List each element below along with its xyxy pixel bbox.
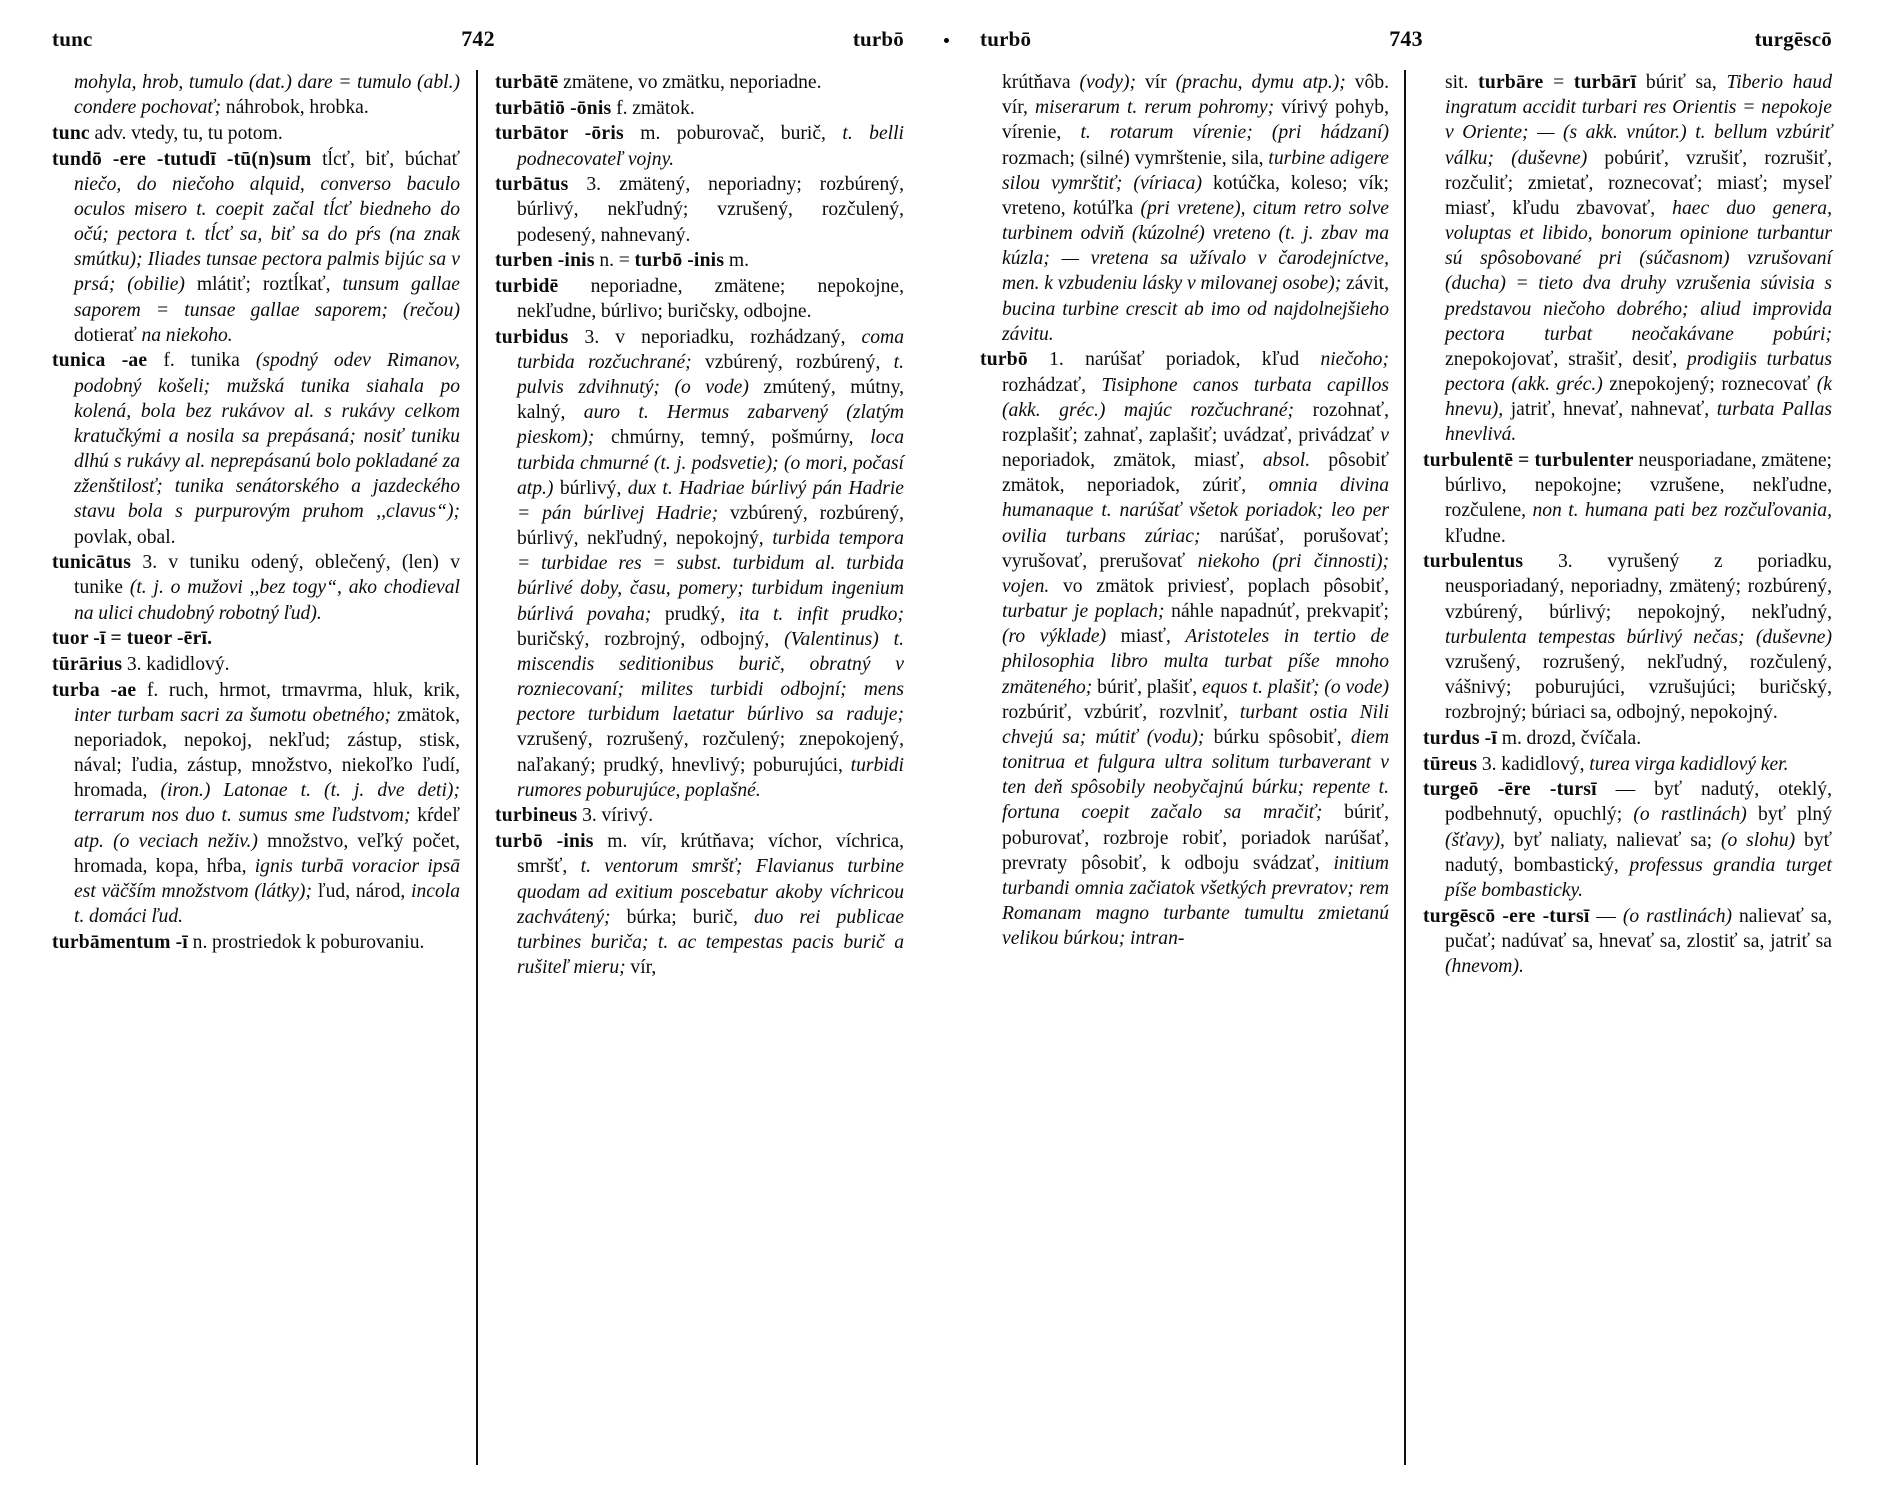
right-page-columns — [980, 70, 1832, 1465]
left-col2-entry — [495, 70, 904, 95]
entry-body: neporiadne, zmätene; nepokojne, nekľudne, búrlivo; buričsky, odbojne. — [517, 275, 904, 323]
headword: tunc — [52, 122, 90, 144]
left-col1-entry — [52, 147, 460, 348]
left-col2-entry — [495, 121, 904, 171]
headword: turbō — [980, 349, 1028, 371]
headword: turbineus — [495, 805, 578, 827]
entry-body: n. prostriedok k poburovaniu. — [187, 931, 425, 953]
left-running-head — [52, 26, 904, 52]
right-col2-entry — [1423, 70, 1832, 448]
entry-body: adv. vtedy, tu, tu potom. — [89, 122, 283, 144]
headword: turba -ae — [52, 679, 137, 701]
entry-body: f. zmätok. — [611, 97, 695, 119]
headword: turdus -ī — [1423, 727, 1498, 749]
left-col1-entry — [52, 626, 460, 651]
entry-body: 3. kadidlový. — [122, 653, 230, 675]
left-col2-entry — [495, 248, 904, 273]
right-column-2 — [1406, 70, 1832, 1465]
right-col1-entry — [980, 70, 1389, 347]
entry-body: sit. turbāre = turbārī búriť sa, Tiberio haud ingratum accidit turbari res Orientis = nepokoje v Oriente; — (s akk. vnútor.) t. bellum vzbúriť válku; (duševne) pobúriť, vzrušiť, rozrušiť, rozčuliť; zmietať, roznecovať; miasť; myseľ miasť, kľudu zbavovať, haec duo genera, voluptas et libido, bonorum opinione turbantur sú spôsobované pri (súčasnom) vzrušovaní (ducha) = tieto dva druhy vzrušenia súvisia s predstavou niečoho dobrého; aliud improvida pectora turbat neočakávane pobúri; znepokojovať, strašiť, desiť, prodigiis turbatus pectora (akk. gréc.) znepokojený; roznecovať (k hnevu), jatriť, hnevať, nahnevať, turbata Pallas hnevlivá. — [1445, 72, 1833, 446]
entry-body: 3. zmätený, neporiadny; rozbúrený, búrlivý, nekľudný; vzrušený, rozčulený, podesený, nahnevaný. — [517, 174, 904, 246]
left-col2-entry — [495, 274, 904, 324]
left-col1-entry — [52, 930, 460, 955]
left-col1-entry — [52, 652, 460, 677]
right-col2-entry — [1423, 726, 1832, 751]
right-page — [944, 0, 1888, 1500]
headword: turbātiō -ōnis — [495, 97, 612, 119]
entry-body: 3. vírivý. — [577, 805, 654, 827]
headword: turbātor -ōris — [495, 123, 624, 145]
headword: turbulentē = turbulenter — [1423, 450, 1634, 472]
entry-body: 1. narúšať poriadok, kľud niečoho; rozhádzať, Tisiphone canos turbata capillos (akk. gréc.) majúc rozčuchrané; rozohnať, rozplašiť; zahnať, zaplašiť; uvádzať, privádzať v neporiadok, zmätok, miasť, absol. pôsobiť zmätok, neporiadok, zúriť, omnia divina humanaque t. narúšať všetok poriadok; leo per ovilia turbans zúriac; narúšať, porušovať; vyrušovať, prerušovať niekoho (pri činnosti); vojen. vo zmätok priviesť, poplach pôsobiť, turbatur je poplach; náhle napadnúť, prekvapiť; (ro výklade) miasť, Aristoteles in tertio de philosophia libro multa turbat píše mnoho zmäteného; búriť, plašiť, equos t. plašiť; (o vode) rozbúriť, vzbúriť, rozvlniť, turbant ostia Nili chvejú sa; mútiť (vodu); búrku spôsobiť, diem tonitrua et fulgura ultra solitum turbaverant v ten deň spôsobily neobyčajnú búrku; repente t. fortuna coepit začalo sa mračiť; búriť, poburovať, rozbroje robiť, poriadok narúšať, prevraty pôsobiť, k odboju svádzať, initium turbandi omnia začiatok všetkých prevratov; rem Romanam magno turbante tumultu zmietanú velikou búrkou; intran- — [1002, 349, 1390, 950]
left-col1-entry — [52, 121, 460, 146]
right-col2-entry — [1423, 904, 1832, 980]
entry-body: zmätene, vo zmätku, neporiadne. — [558, 72, 822, 93]
headword: tunicātus — [52, 552, 132, 574]
headword: turbāmentum -ī — [52, 931, 188, 953]
right-header-word-right: turgēscō — [1754, 27, 1832, 51]
entry-body: m. vír, krútňava; víchor, víchrica, smršť, t. ventorum smršť; Flavianus turbine quodam ad exitium poscebatur akoby víchricou zachvátený; búrka; burič, duo rei publicae turbines buriča; t. ac tempestas pacis burič a rušiteľ mieru; vír, — [517, 831, 905, 979]
headword: turben -inis — [495, 250, 595, 272]
entry-body: mohyla, hrob, tumulo (dat.) dare = tumulo (abl.) condere pochovať; náhrobok, hrobka. — [74, 72, 460, 119]
right-col2-entry — [1423, 752, 1832, 777]
left-col1-entry — [52, 678, 460, 930]
left-header-word: tunc — [52, 27, 93, 51]
headword: turgēscō -ere -tursī — [1423, 905, 1590, 927]
headword: tundō -ere -tutudī -tū(n)sum — [52, 148, 312, 170]
entry-body: — (o rastlinách) nalievať sa, pučať; nadúvať sa, hnevať sa, zlostiť sa, jatriť sa (hnevom). — [1445, 905, 1832, 978]
headword: turbulentus — [1423, 551, 1524, 573]
right-header-word: turbō — [980, 27, 1032, 51]
right-column-1 — [980, 70, 1406, 1465]
headword: tunica -ae — [52, 350, 148, 372]
right-col2-entry — [1423, 448, 1832, 549]
entry-body: 3. v neporiadku, rozhádzaný, coma turbida rozčuchrané; vzbúrený, rozbúrený, t. pulvis zdvihnutý; (o vode) zmútený, mútny, kalný, auro t. Hermus zabarvený (zlatým pieskom); chmúrny, temný, pošmúrny, loca turbida chmurné (t. j. podsvetie); (o mori, počasí atp.) búrlivý, dux t. Hadriae búrlivý pán Hadrie = pán búrlivej Hadrie; vzbúrený, rozbúrený, búrlivý, nekľudný, nepokojný, turbida tempora = turbidae res = subst. turbidum al. turbida búrlivé doby, času, pomery; turbidum ingenium búrlivá povaha; prudký, ita t. infit prudko; buričský, rozbrojný, odbojný, (Valentinus) t. miscendis seditionibus burič, obratný v rozniecovaní; milites turbidi odbojní; mens pectore turbidum laetatur búrlivo sa raduje; vzrušený, rozrušený, rozčulený; znepokojený, naľakaný; prudký, hnevlivý; poburujúci, turbidi rumores poburujúce, poplašné. — [517, 326, 905, 801]
headword: turbidē — [495, 275, 559, 297]
entry-body: f. ruch, hrmot, trmavrma, hluk, krik, inter turbam sacri za šumotu obetného; zmätok, neporiadok, nepokoj, nekľud; zástup, stisk, nával; ľudia, zástup, množstvo, niekoľko ľudí, hromada, (iron.) Latonae t. (t. j. dve deti); terrarum nos duo t. sumus sme ľudstvom; kŕdeľ atp. (o veciach neživ.) množstvo, veľký počet, hromada, kopa, hŕba, ignis turbā voracior ipsā est väčším množstvom (látky); ľud, národ, incola t. domáci ľud. — [74, 679, 461, 928]
left-col2-entry — [495, 96, 904, 121]
right-col2-entry — [1423, 549, 1832, 725]
headword: tūrārius — [52, 653, 123, 675]
entry-body: 3. vyrušený z poriadku, neusporiadaný, neporiadny, zmätený; rozbúrený, vzbúrený, búrlivý; nepokojný, nekľudný, turbulenta tempestas búrlivý nečas; (duševne) vzrušený, rozrušený, nekľudný, rozčulený, vášnivý; poburujúci, vzrušujúci; buričský, rozbrojný; búriaci sa, odbojný, nepokojný. — [1445, 551, 1832, 724]
entry-body: 3. kadidlový, turea virga kadidlový ker. — [1477, 753, 1789, 775]
right-running-head — [980, 26, 1832, 52]
right-col1-entry — [980, 347, 1389, 951]
entry-body: n. = turbō -inis m. — [594, 250, 749, 272]
headword: turbātē — [495, 72, 559, 93]
right-page-number: 743 — [1389, 26, 1423, 51]
left-col2-entry — [495, 325, 904, 803]
left-col2-entry — [495, 803, 904, 828]
entry-body: tĺcť, biť, búchať niečo, do niečoho alquid, converso baculo oculos misero t. coepit začal tĺcť biedneho do očú; pectora t. tĺcť sa, biť sa do pŕs (na znak smútku); Iliades tunsae pectora palmis bijúc sa v prsá; (obilie) mlátiť; roztĺkať, tunsum gallae saporem = tunsae gallae saporem; (rečou) dotierať na niekoho. — [74, 148, 460, 346]
entry-body: m. poburovač, burič, t. belli podnecovateľ vojny. — [517, 123, 904, 170]
left-col1-entry — [52, 550, 460, 626]
entry-body: — byť nadutý, oteklý, podbehnutý, opuchlý; (o rastlinách) byť plný (šťavy), byť naliaty, nalievať sa; (o slohu) byť nadutý, bombastický, professus grandia turget píše bombasticky. — [1445, 779, 1833, 901]
left-col1-entry — [52, 70, 460, 120]
left-page-columns — [52, 70, 904, 1465]
left-column-1 — [52, 70, 478, 1465]
entry-body: 3. v tuniku odený, oblečený, (len) v tunike (t. j. o mužovi ,,bez togy“, ako chodieval na ulici chudobný robotný ľud). — [74, 552, 460, 624]
entry-body: m. drozd, čvíčala. — [1497, 727, 1642, 749]
left-col1-entry — [52, 348, 460, 549]
left-page-number: 742 — [461, 26, 495, 51]
left-col2-entry — [495, 172, 904, 248]
entry-body: krútňava (vody); vír (prachu, dymu atp.); vôb. vír, miserarum t. rerum pohromy; vírivý pohyb, vírenie, t. rotarum vírenie; (pri hádzaní) rozmach; (silné) vymrštenie, sila, turbine adigere silou vymrštiť; (víriaca) kotúčka, koleso; vík; vreteno, kotúľka (pri vretene), citum retro solve turbinem odviň (kúzolné) vreteno (t. j. zbav ma kúzla; — vretena sa užívalo v čarodejníctve, men. k vzbudeniu lásky v milovanej osobe); závit, bucina turbine crescit ab imo od najdolnejšieho závitu. — [1002, 72, 1390, 345]
entry-body: neusporiadane, zmätene; búrlivo, nepokojne; vzrušene, nekľudne, rozčulene, non t. humana pati bez rozčuľovania, kľudne. — [1445, 450, 1833, 547]
left-column-2 — [478, 70, 904, 1465]
headword: tūreus — [1423, 753, 1478, 775]
left-col2-entry — [495, 829, 904, 980]
right-col2-entry — [1423, 777, 1832, 903]
left-header-word-right: turbō — [852, 27, 904, 51]
headword: turbō -inis — [495, 831, 594, 853]
headword: turgeō -ēre -tursī — [1423, 779, 1597, 801]
headword: tuor -ī = tueor -ērī. — [52, 628, 213, 650]
headword: turbidus — [495, 326, 569, 348]
entry-body: f. tunika (spodný odev Rimanov, podobný košeli; mužská tunika siahala po kolená, bola bez rukávov al. s rukávy celkom kratučkými a nosila sa prepásaná; nosiť tuniku dlhú s rukávy al. neprepásanú bolo pokladané za zženštilosť; tunika senátorského a jazdeckého stavu bola s purpurovým pruhom ,,clavus“); povlak, obal. — [74, 350, 460, 548]
headword: turbātus — [495, 174, 569, 196]
